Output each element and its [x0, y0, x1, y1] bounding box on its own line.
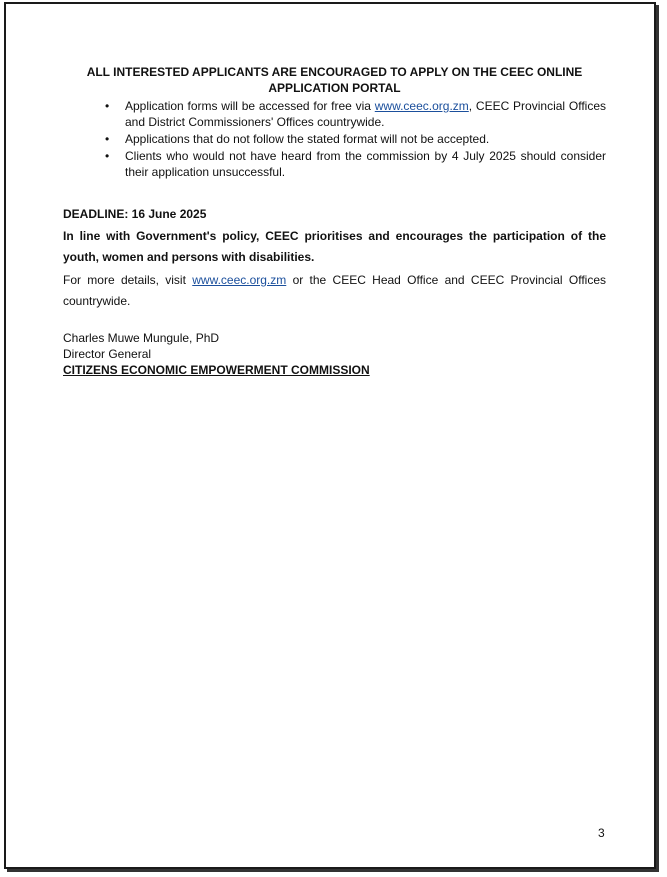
ceec-website-link[interactable]: www.ceec.org.zm	[374, 99, 469, 113]
signature-block	[63, 330, 606, 378]
list-item-text: Application forms will be accessed for free via	[125, 99, 375, 113]
details-paragraph	[63, 270, 606, 312]
list-item	[63, 148, 606, 180]
page-number: 3	[598, 826, 605, 840]
organization-name: CITIZENS ECONOMIC EMPOWERMENT COMMISSION	[63, 363, 370, 377]
section-heading: ALL INTERESTED APPLICANTS ARE ENCOURAGED TO APPLY ON THE CEEC ONLINE APPLICATION PORTAL	[86, 65, 583, 95]
list-item-text: , CEEC Provincial Offices and District Commissioners' Offices countrywide.	[125, 99, 606, 129]
signatory-name: Charles Muwe Mungule, PhD	[63, 331, 220, 345]
list-item	[63, 131, 606, 147]
signatory-title: Director General	[63, 347, 152, 361]
list-item-text: Applications that do not follow the stated format will not be accepted.	[125, 132, 490, 146]
bullet-marker: •	[105, 149, 110, 163]
list-item	[63, 98, 606, 130]
list-item-text: Clients who would not have heard from the commission by 4 July 2025 should consider their application unsuccessful.	[125, 149, 606, 179]
details-text: or the CEEC Head Office and CEEC Provincial Offices countrywide.	[63, 273, 606, 308]
details-text: For more details, visit	[63, 273, 193, 287]
policy-statement: In line with Government's policy, CEEC prioritises and encourages the participation of the youth, women and persons with disabilities.	[63, 229, 606, 264]
deadline-text: DEADLINE: 16 June 2025	[63, 207, 207, 221]
page-content	[63, 64, 606, 378]
bullet-marker: •	[105, 132, 110, 146]
instructions-list	[63, 98, 606, 180]
ceec-website-link[interactable]: www.ceec.org.zm	[192, 273, 287, 287]
bullet-marker: •	[105, 99, 110, 113]
